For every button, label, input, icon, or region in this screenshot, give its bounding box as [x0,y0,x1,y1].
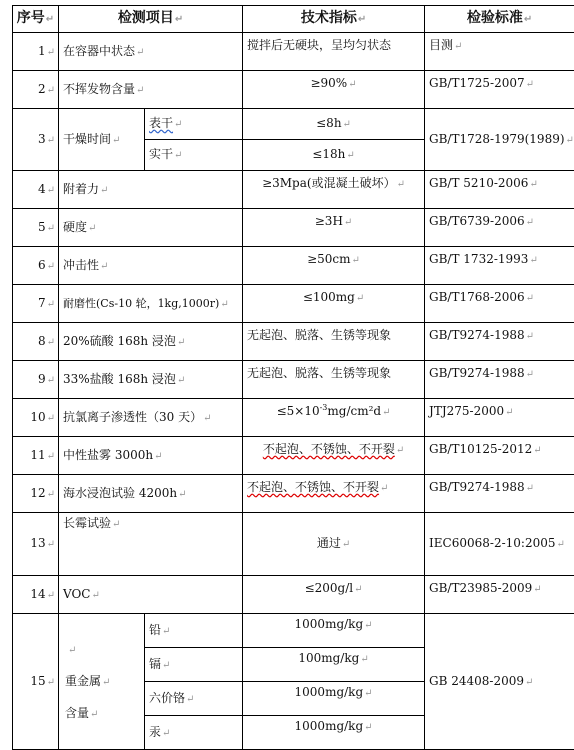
table-row [13,437,574,475]
row-item: 抗氯离子渗透性（30 天）↵ [59,399,243,437]
row-standard: GB/T1728-1979(1989)↵ [425,109,574,171]
row-standard: GB/T9274-1988↵ [425,323,574,361]
row-spec: ≥90%↵ [243,71,425,109]
row-spec: 1000mg/kg↵ [243,614,425,648]
header-no: 序号↵ [13,6,59,33]
row-spec: 不起泡、不锈蚀、不开裂↵ [243,437,425,475]
row-standard: GB/T10125-2012↵ [425,437,574,475]
row-standard: GB 24408-2009↵ [425,614,574,750]
row-spec: ≤18h↵ [243,140,425,171]
row-no: 2↵ [13,71,59,109]
row-spec: 搅拌后无硬块，呈均匀状态 [243,33,425,71]
row-item: 中性盐雾 3000h↵ [59,437,243,475]
row-spec: ≥3H↵ [243,209,425,247]
row-standard: GB/T9274-1988↵ [425,361,574,399]
table-row [13,614,574,648]
row-item: VOC↵ [59,576,243,614]
table-row [13,109,574,140]
row-item: 耐磨性(Cs-10 轮，1kg,1000r)↵ [59,285,243,323]
table-row [13,71,574,109]
table-row [13,576,574,614]
row-spec: 1000mg/kg↵ [243,716,425,750]
table-header-row [13,6,574,33]
row-no: 4↵ [13,171,59,209]
row-no: 3↵ [13,109,59,171]
row-standard: GB/T1725-2007↵ [425,71,574,109]
row-item: ↵ 重金属↵ 含量↵ [59,614,145,750]
header-item: 检测项目↵ [59,6,243,33]
row-standard: GB/T9274-1988↵ [425,475,574,513]
row-no: 1↵ [13,33,59,71]
row-spec: ≥50cm↵ [243,247,425,285]
row-standard: GB/T 5210-2006↵ [425,171,574,209]
row-standard: GB/T23985-2009↵ [425,576,574,614]
row-spec: 不起泡、不锈蚀、不开裂↵ [243,475,425,513]
row-item: 不挥发物含量↵ [59,71,243,109]
row-item: 在容器中状态↵ [59,33,243,71]
row-spec: 通过↵ [243,513,425,576]
row-subitem: 铅↵ [145,614,243,648]
row-no: 12↵ [13,475,59,513]
row-subitem: 六价铬↵ [145,682,243,716]
row-subitem: 镉↵ [145,648,243,682]
row-standard: GB/T 1732-1993↵ [425,247,574,285]
row-item: 干燥时间↵ [59,109,145,171]
row-no: 13↵ [13,513,59,576]
row-spec: 1000mg/kg↵ [243,682,425,716]
row-item: 33%盐酸 168h 浸泡↵ [59,361,243,399]
row-no: 11↵ [13,437,59,475]
row-item: 海水浸泡试验 4200h↵ [59,475,243,513]
test-spec-table [12,5,574,750]
table-row [13,285,574,323]
table-row [13,475,574,513]
row-item: 硬度↵ [59,209,243,247]
row-no: 6↵ [13,247,59,285]
row-subitem: 表干↵ [145,109,243,140]
header-spec: 技术指标↵ [243,6,425,33]
row-standard: IEC60068-2-10:2005↵ [425,513,574,576]
row-spec: ≤200g/l↵ [243,576,425,614]
row-subitem: 汞↵ [145,716,243,750]
row-spec: $\le 5\times 10^{-3}mg/cm^2d↵$ [243,399,425,437]
row-no: 5↵ [13,209,59,247]
row-spec: ≤8h↵ [243,109,425,140]
row-spec: ≤100mg↵ [243,285,425,323]
row-no: 10↵ [13,399,59,437]
table-row [13,209,574,247]
header-standard: 检验标准↵ [425,6,574,33]
row-item: 冲击性↵ [59,247,243,285]
row-spec: 无起泡、脱落、生锈等现象 [243,323,425,361]
table-row [13,399,574,437]
row-item: 20%硫酸 168h 浸泡↵ [59,323,243,361]
row-standard: GB/T1768-2006↵ [425,285,574,323]
row-no: 8↵ [13,323,59,361]
row-subitem: 实干↵ [145,140,243,171]
table-row [13,33,574,71]
row-spec: 100mg/kg↵ [243,648,425,682]
row-no: 15↵ [13,614,59,750]
row-no: 7↵ [13,285,59,323]
row-spec: 无起泡、脱落、生锈等现象 [243,361,425,399]
table-row [13,513,574,576]
row-standard: GB/T6739-2006↵ [425,209,574,247]
row-standard: JTJ275-2000↵ [425,399,574,437]
table-row [13,361,574,399]
row-item: 长霉试验↵ [59,513,243,576]
table-row [13,247,574,285]
table-row [13,323,574,361]
row-spec: ≥3Mpa(或混凝土破坏）↵ [243,171,425,209]
row-no: 9↵ [13,361,59,399]
table-row [13,171,574,209]
row-standard: 目测↵ [425,33,574,71]
row-item: 附着力↵ [59,171,243,209]
row-no: 14↵ [13,576,59,614]
